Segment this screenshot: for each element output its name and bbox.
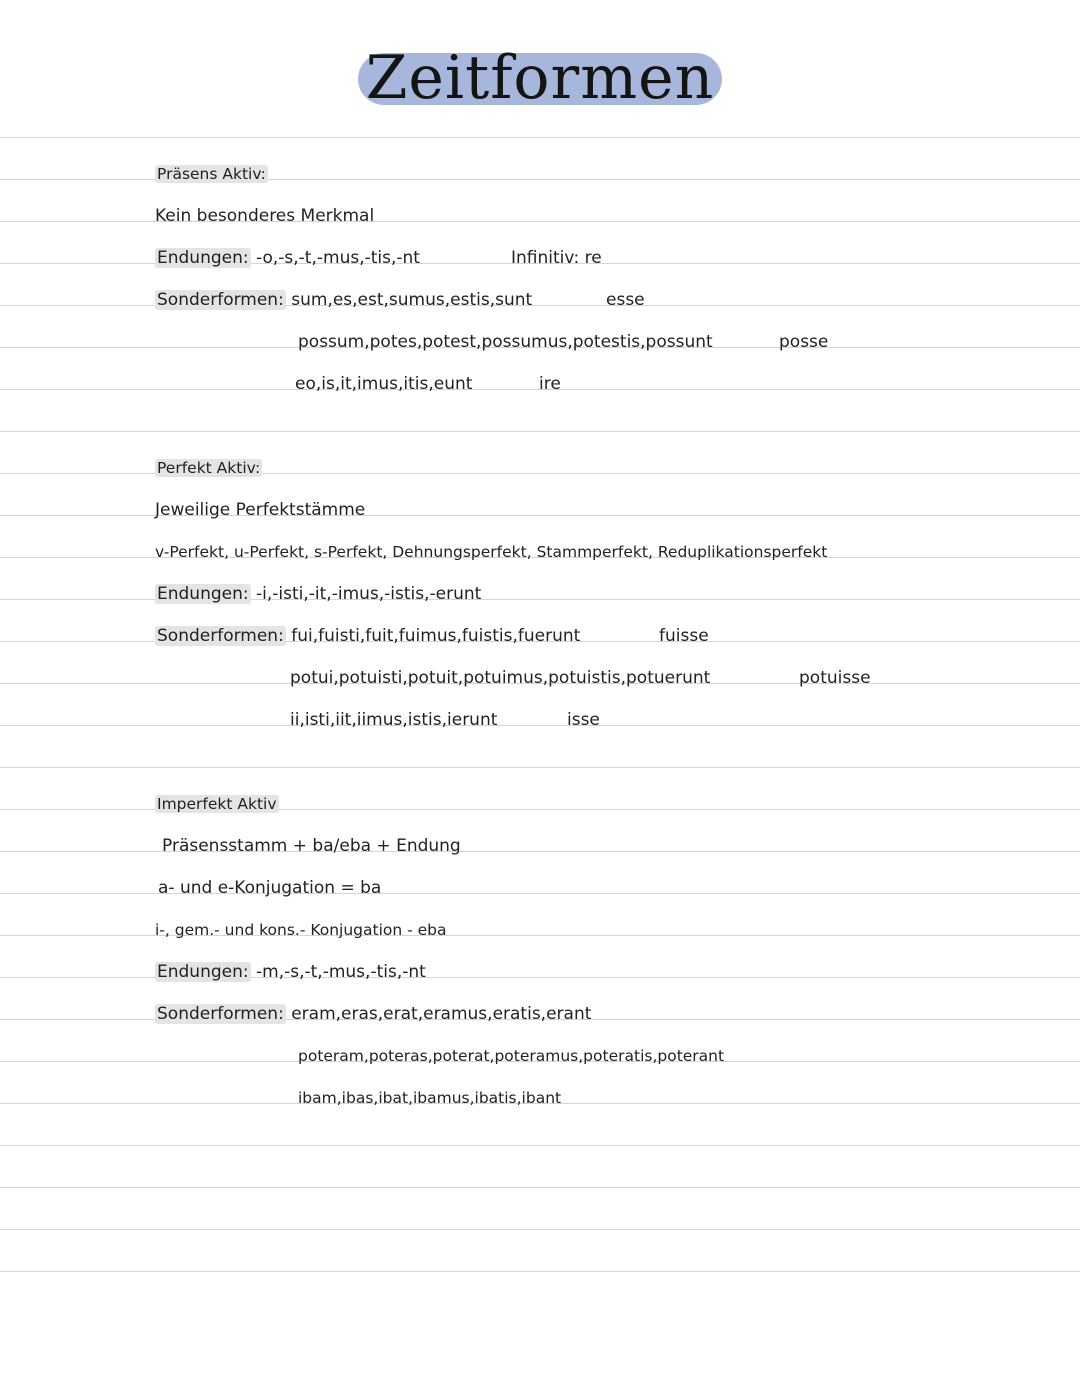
text-line: i-, gem.- und kons.- Konjugation - eba xyxy=(155,921,447,939)
sonderformen-value: eram,eras,erat,eramus,eratis,erant xyxy=(291,1004,592,1024)
sonderformen-label: Sonderformen: xyxy=(157,1004,284,1024)
ruled-line xyxy=(0,1187,1080,1188)
sonderformen-value: ii,isti,iit,iimus,istis,ierunt xyxy=(290,710,498,730)
text-line: Präsensstamm + ba/eba + Endung xyxy=(162,836,461,856)
endungen-value: -o,-s,-t,-mus,-tis,-nt xyxy=(256,248,420,268)
sonderformen-value: eo,is,it,imus,itis,eunt xyxy=(295,374,473,394)
endungen-label: Endungen: xyxy=(157,584,249,604)
sonderformen-value: poteram,poteras,poterat,poteramus,poteratis,poterant xyxy=(298,1047,725,1065)
sonderformen-line xyxy=(155,1003,591,1025)
sonderformen-label: Sonderformen: xyxy=(157,626,284,646)
sonderformen-value: fui,fuisti,fuit,fuimus,fuistis,fuerunt xyxy=(291,626,581,646)
text-line: Kein besonderes Merkmal xyxy=(155,206,375,226)
infinitive-form: posse xyxy=(779,332,829,352)
ruled-line xyxy=(0,1229,1080,1230)
sonderformen-value: possum,potes,potest,possumus,potestis,possunt xyxy=(298,332,713,352)
sonderformen-line xyxy=(155,289,532,311)
infinitive-form: ire xyxy=(539,374,561,394)
endungen-value: -m,-s,-t,-mus,-tis,-nt xyxy=(256,962,426,982)
sonderformen-line xyxy=(155,625,580,647)
heading-text: Perfekt Aktiv: xyxy=(157,459,261,477)
ruled-line xyxy=(0,431,1080,432)
ruled-line xyxy=(0,767,1080,768)
ruled-line xyxy=(0,137,1080,138)
text-line: Jeweilige Perfektstämme xyxy=(155,500,366,520)
heading-text: Präsens Aktiv: xyxy=(157,165,266,183)
endungen-label: Endungen: xyxy=(157,962,249,982)
endungen-label: Endungen: xyxy=(157,248,249,268)
text-line: a- und e-Konjugation = ba xyxy=(158,878,382,898)
sonderformen-value: sum,es,est,sumus,estis,sunt xyxy=(291,290,533,310)
endungen-line xyxy=(155,583,481,605)
endungen-line xyxy=(155,961,426,983)
infinitive-form: isse xyxy=(567,710,600,730)
section-heading-imperfekt xyxy=(155,793,279,815)
heading-text: Imperfekt Aktiv xyxy=(157,795,277,813)
sonderformen-value: potui,potuisti,potuit,potuimus,potuistis,potuerunt xyxy=(290,668,711,688)
endungen-value: -i,-isti,-it,-imus,-istis,-erunt xyxy=(256,584,482,604)
infinitive-form: esse xyxy=(606,290,645,310)
sonderformen-value: ibam,ibas,ibat,ibamus,ibatis,ibant xyxy=(298,1089,562,1107)
ruled-line xyxy=(0,725,1080,726)
infinitive-form: fuisse xyxy=(659,626,709,646)
ruled-line xyxy=(0,1145,1080,1146)
infinitive-form: potuisse xyxy=(799,668,871,688)
endungen-line xyxy=(155,247,420,269)
page-title: Zeitformen xyxy=(365,43,715,113)
infinitiv-text: Infinitiv: re xyxy=(511,248,602,268)
sonderformen-label: Sonderformen: xyxy=(157,290,284,310)
section-heading-perfekt xyxy=(155,457,262,479)
section-heading-praesens xyxy=(155,163,268,185)
ruled-line xyxy=(0,1271,1080,1272)
text-line: v-Perfekt, u-Perfekt, s-Perfekt, Dehnungsperfekt, Stammperfekt, Reduplikationsperfekt xyxy=(155,543,828,561)
